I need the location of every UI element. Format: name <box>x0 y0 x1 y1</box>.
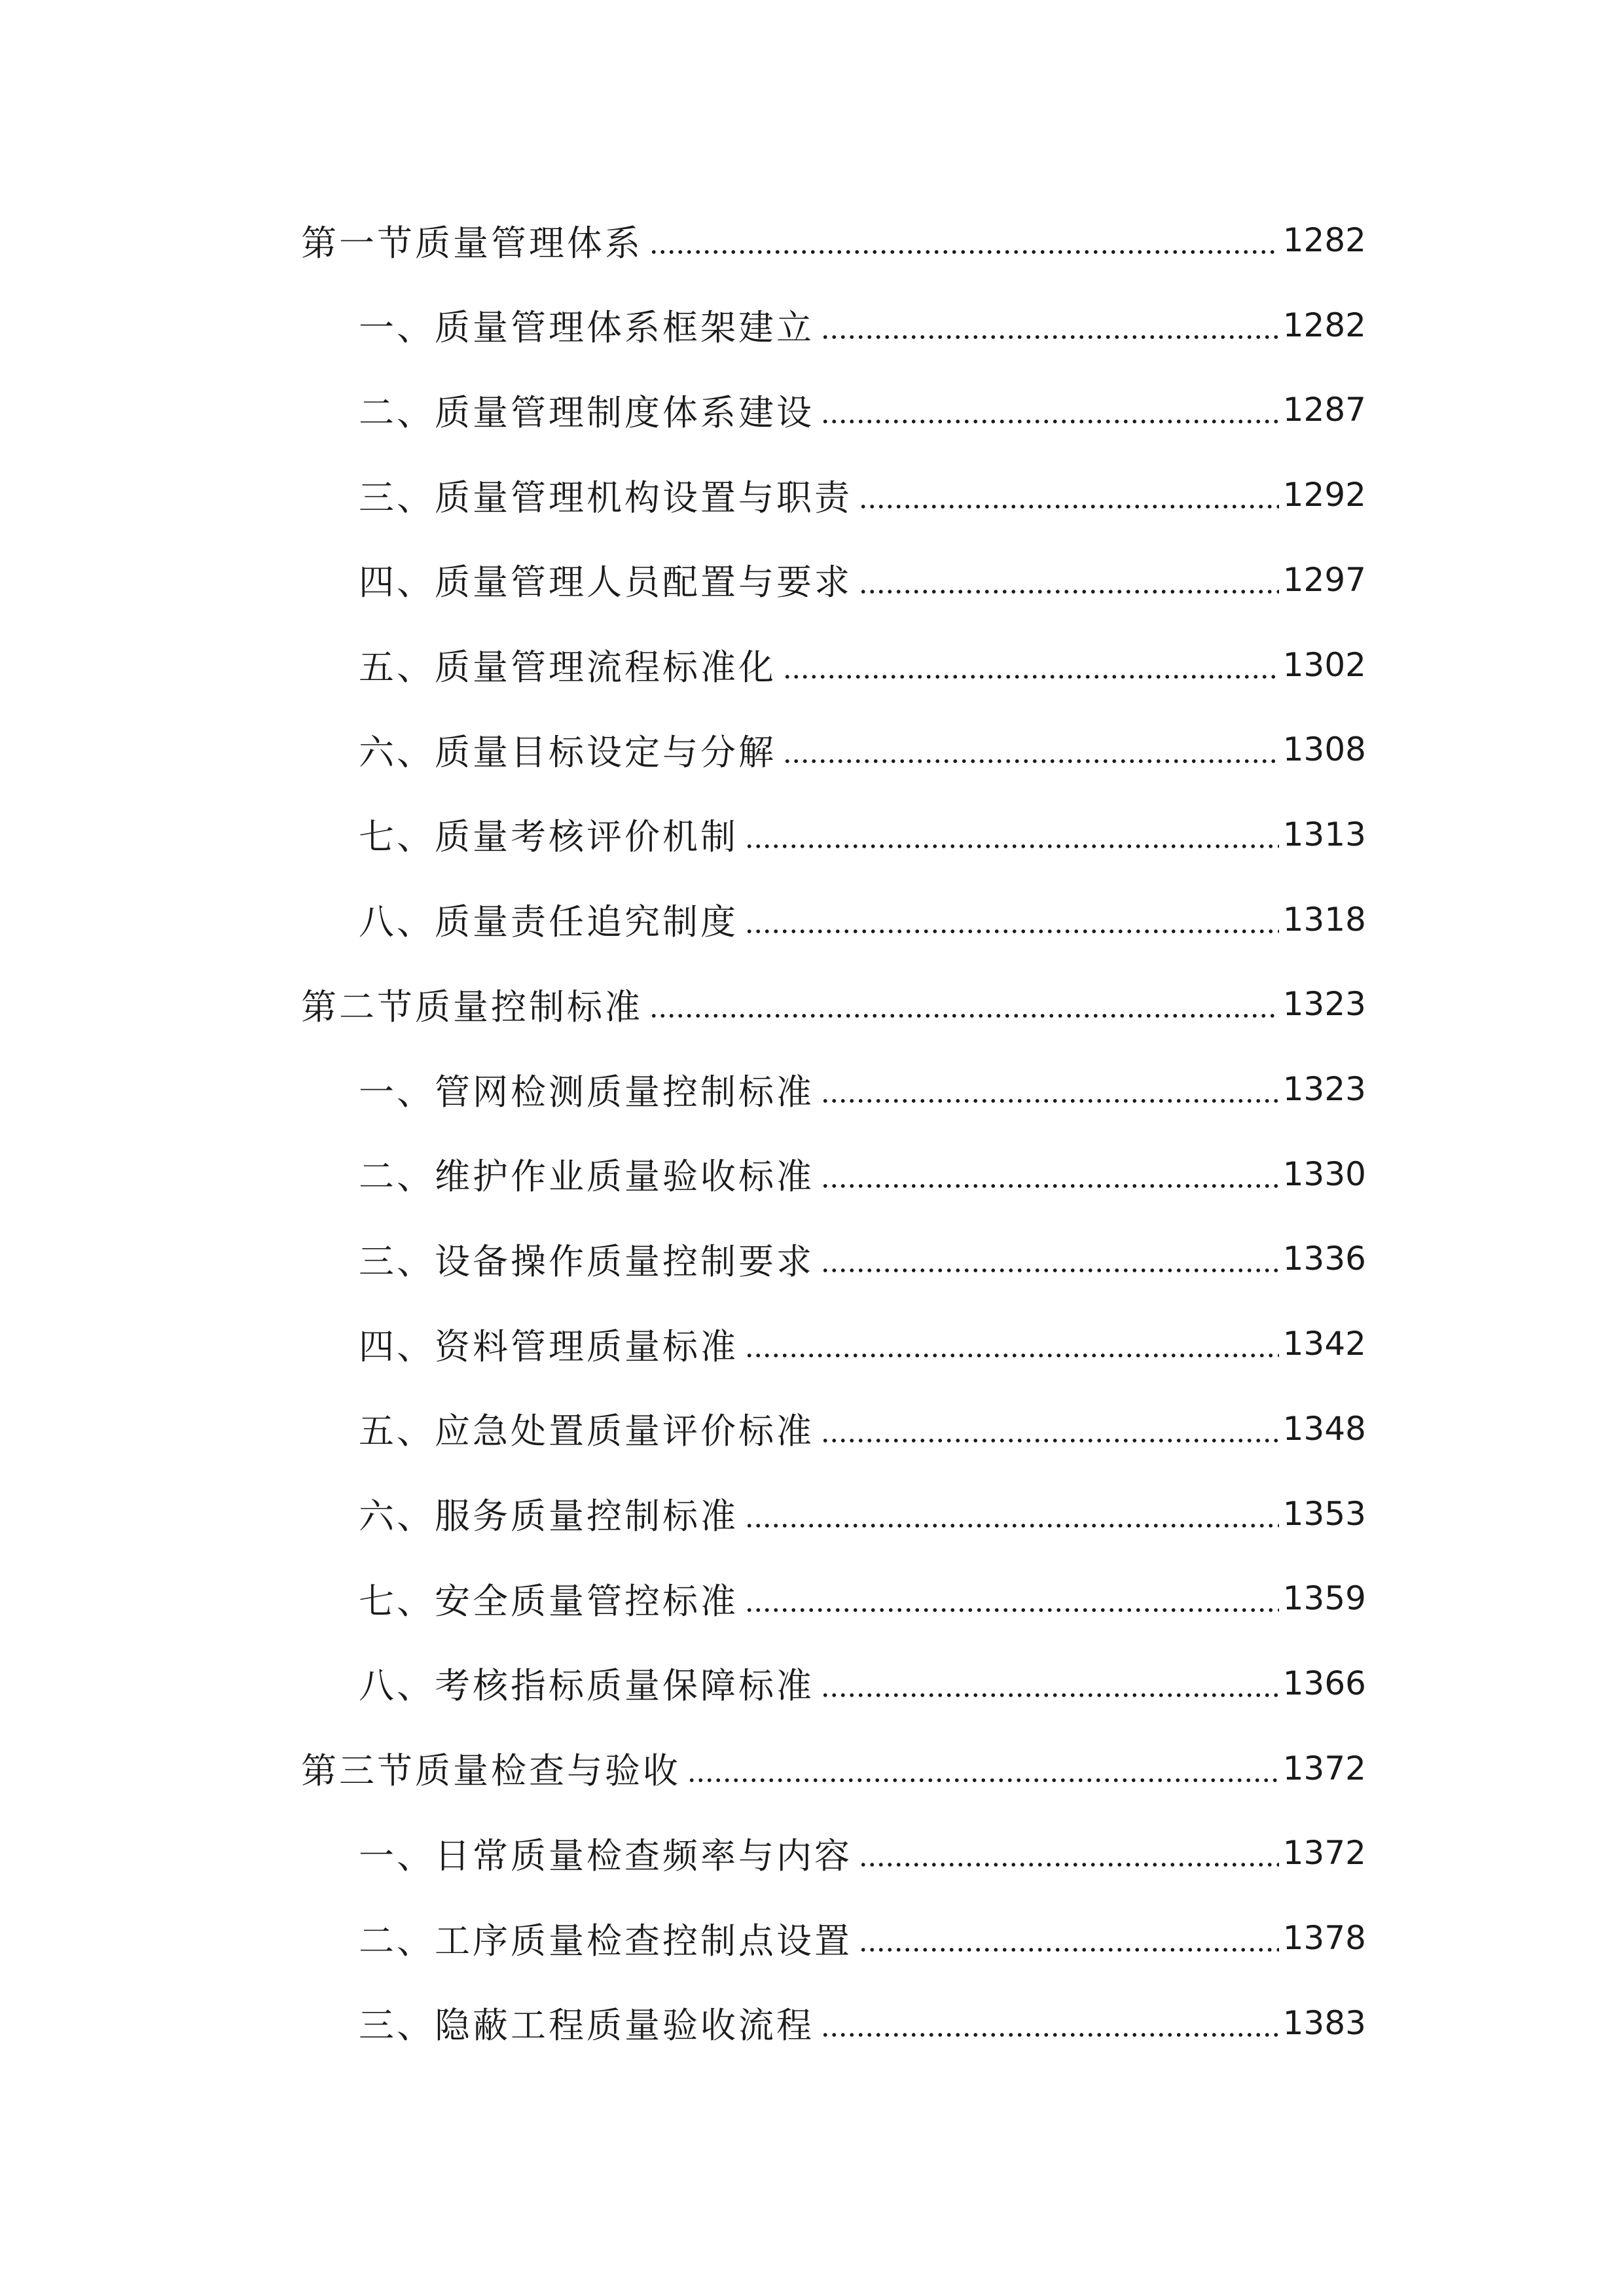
toc-dot-leader <box>649 249 1279 255</box>
toc-subsection-entry[interactable] <box>0 1308 1624 1380</box>
toc-page-number: 1302 <box>1282 645 1366 684</box>
toc-subsection-entry[interactable] <box>0 1562 1624 1634</box>
toc-dot-leader <box>687 1777 1279 1784</box>
toc-entry-title: 二、质量管理制度体系建设 <box>359 391 814 433</box>
toc-entry-line <box>359 1308 1366 1380</box>
toc-page-number: 1359 <box>1282 1579 1366 1618</box>
toc-section-entry[interactable] <box>0 968 1624 1040</box>
toc-subsection-entry[interactable] <box>0 1478 1624 1550</box>
toc-entry-title: 三、设备操作质量控制要求 <box>359 1240 814 1282</box>
toc-dot-leader <box>821 1098 1279 1104</box>
toc-entry-line <box>359 1902 1366 1974</box>
toc-page-number: 1323 <box>1282 985 1366 1024</box>
toc-subsection-entry[interactable] <box>0 1053 1624 1125</box>
toc-entry-title: 四、资料管理质量标准 <box>359 1325 738 1367</box>
toc-entry-title: 三、质量管理机构设置与职责 <box>359 476 852 518</box>
toc-page-number: 1287 <box>1282 391 1366 429</box>
toc-dot-leader <box>821 1183 1279 1189</box>
toc-subsection-entry[interactable] <box>0 374 1624 446</box>
toc-subsection-entry[interactable] <box>0 1647 1624 1719</box>
toc-entry-line <box>301 1732 1366 1804</box>
toc-dot-leader <box>859 503 1279 510</box>
toc-entry-title: 五、质量管理流程标准化 <box>359 647 776 688</box>
toc-section-entry[interactable] <box>0 1732 1624 1804</box>
toc-subsection-entry[interactable] <box>0 1987 1624 2059</box>
toc-entry-title: 四、质量管理人员配置与要求 <box>359 562 852 603</box>
toc-entry-title: 二、维护作业质量验收标准 <box>359 1156 814 1198</box>
toc-entry-title: 第一节质量管理体系 <box>301 222 643 264</box>
toc-entry-line <box>301 204 1366 276</box>
toc-subsection-entry[interactable] <box>0 884 1624 956</box>
toc-entry-title: 七、质量考核评价机制 <box>359 816 738 858</box>
toc-entry-line <box>359 713 1366 785</box>
toc-dot-leader <box>745 1352 1279 1359</box>
toc-subsection-entry[interactable] <box>0 289 1624 361</box>
toc-entry-line <box>359 1223 1366 1295</box>
toc-entry-line <box>359 1647 1366 1719</box>
toc-dot-leader <box>783 673 1279 680</box>
toc-page-number: 1342 <box>1282 1325 1366 1363</box>
toc-subsection-entry[interactable] <box>0 1817 1624 1889</box>
toc-page-number: 1292 <box>1282 476 1366 514</box>
toc-entry-line <box>301 968 1366 1040</box>
toc-entry-line <box>359 629 1366 701</box>
toc-dot-leader <box>745 1522 1279 1529</box>
toc-page-number: 1297 <box>1282 560 1366 599</box>
toc-entry-line <box>359 1393 1366 1465</box>
toc-subsection-entry[interactable] <box>0 544 1624 616</box>
toc-dot-leader <box>859 1946 1279 1953</box>
toc-page-number: 1383 <box>1282 2003 1366 2042</box>
toc-page-number: 1372 <box>1282 1834 1366 1873</box>
toc-page-number: 1323 <box>1282 1070 1366 1108</box>
toc-page-number: 1313 <box>1282 815 1366 853</box>
toc-subsection-entry[interactable] <box>0 1393 1624 1465</box>
toc-dot-leader <box>859 588 1279 595</box>
toc-entry-title: 六、质量目标设定与分解 <box>359 731 776 773</box>
toc-entry-title: 一、日常质量检查频率与内容 <box>359 1835 852 1876</box>
toc-page-number: 1336 <box>1282 1240 1366 1278</box>
toc-subsection-entry[interactable] <box>0 1223 1624 1295</box>
toc-page-number: 1318 <box>1282 900 1366 939</box>
toc-subsection-entry[interactable] <box>0 1138 1624 1210</box>
toc-entry-line <box>359 1053 1366 1125</box>
toc-dot-leader <box>821 418 1279 425</box>
toc-entry-title: 七、安全质量管控标准 <box>359 1580 738 1622</box>
toc-entry-title: 一、管网检测质量控制标准 <box>359 1071 814 1113</box>
toc-entry-title: 第三节质量检查与验收 <box>301 1750 681 1792</box>
toc-page-number: 1378 <box>1282 1919 1366 1957</box>
toc-dot-leader <box>859 1861 1279 1868</box>
toc-page-number: 1353 <box>1282 1494 1366 1533</box>
toc-entry-line <box>359 1478 1366 1550</box>
toc-entry-title: 三、隐蔽工程质量验收流程 <box>359 2005 814 2047</box>
toc-entry-line <box>359 289 1366 361</box>
toc-dot-leader <box>821 1267 1279 1274</box>
toc-subsection-entry[interactable] <box>0 459 1624 531</box>
toc-entry-line <box>359 1987 1366 2059</box>
toc-dot-leader <box>745 1607 1279 1613</box>
toc-dot-leader <box>745 928 1279 935</box>
toc-entry-title: 八、质量责任追究制度 <box>359 901 738 943</box>
toc-subsection-entry[interactable] <box>0 629 1624 701</box>
toc-dot-leader <box>821 2032 1279 2038</box>
toc-entry-title: 第二节质量控制标准 <box>301 986 643 1028</box>
toc-entry-line <box>359 884 1366 956</box>
toc-subsection-entry[interactable] <box>0 713 1624 785</box>
toc-entry-title: 六、服务质量控制标准 <box>359 1496 738 1537</box>
toc-subsection-entry[interactable] <box>0 1902 1624 1974</box>
toc-dot-leader <box>745 843 1279 850</box>
toc-entry-title: 五、应急处置质量评价标准 <box>359 1410 814 1452</box>
toc-section-entry[interactable] <box>0 204 1624 276</box>
toc-dot-leader <box>821 1437 1279 1444</box>
toc-subsection-entry[interactable] <box>0 798 1624 870</box>
toc-entry-line <box>359 544 1366 616</box>
toc-entry-title: 八、考核指标质量保障标准 <box>359 1665 814 1707</box>
toc-page-number: 1348 <box>1282 1409 1366 1448</box>
toc-page-number: 1308 <box>1282 730 1366 769</box>
toc-page-number: 1366 <box>1282 1664 1366 1702</box>
toc-entry-line <box>359 1562 1366 1634</box>
toc-page-number: 1282 <box>1282 306 1366 344</box>
toc-dot-leader <box>821 1692 1279 1698</box>
toc-entry-line <box>359 459 1366 531</box>
toc-page-number: 1330 <box>1282 1155 1366 1193</box>
toc-entry-line <box>359 1817 1366 1889</box>
toc-dot-leader <box>649 1013 1279 1019</box>
toc-dot-leader <box>783 758 1279 764</box>
toc-page-number: 1372 <box>1282 1749 1366 1787</box>
toc-entry-line <box>359 374 1366 446</box>
toc-entry-line <box>359 798 1366 870</box>
toc-entry-title: 一、质量管理体系框架建立 <box>359 307 814 349</box>
toc-entry-line <box>359 1138 1366 1210</box>
toc-page-number: 1282 <box>1282 221 1366 259</box>
toc-entry-title: 二、工序质量检查控制点设置 <box>359 1920 852 1962</box>
toc-dot-leader <box>821 334 1279 340</box>
